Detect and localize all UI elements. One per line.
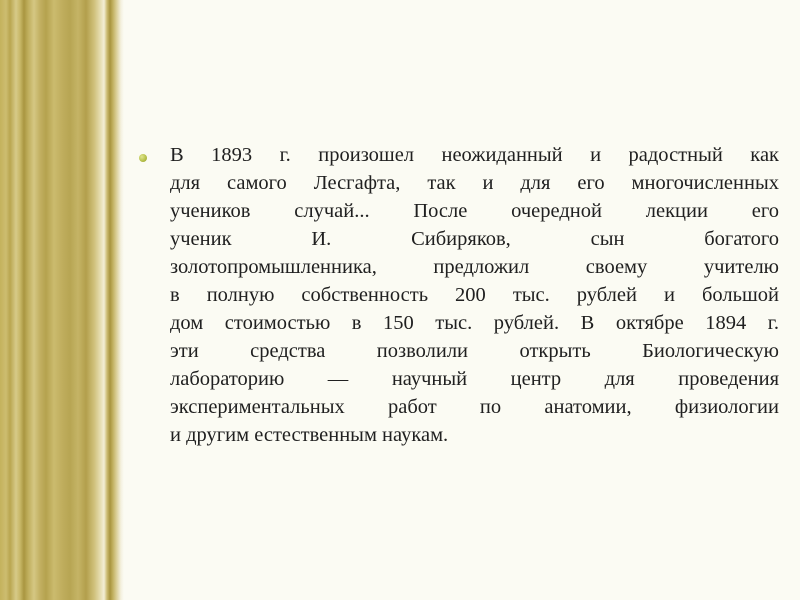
- paragraph-line: лабораторию — научный центр для проведения: [170, 368, 779, 390]
- paragraph-line: в полную собственность 200 тыс. рублей и большой: [170, 284, 779, 306]
- bullet-item: [139, 141, 779, 449]
- paragraph-line: и другим естественным наукам.: [170, 424, 449, 446]
- slide-content: [139, 141, 779, 449]
- paragraph-line: экспериментальных работ по анатомии, физиологии: [170, 396, 779, 418]
- paragraph-line: эти средства позволили открыть Биологическую: [170, 340, 779, 362]
- paragraph-line: для самого Лесгафта, так и для его многочисленных: [170, 172, 779, 194]
- paragraph-line: дом стоимостью в 150 тыс. рублей. В октябре 1894 г.: [170, 312, 779, 334]
- paragraph-line: учеников случай... После очередной лекции его: [170, 200, 779, 222]
- bullet-icon: [139, 154, 147, 162]
- bullet-paragraph: [170, 141, 779, 449]
- paragraph-line: ученик И. Сибиряков, сын богатого: [170, 228, 779, 250]
- decorative-gold-border: [0, 0, 124, 600]
- paragraph-line: золотопромышленника, предложил своему учителю: [170, 256, 779, 278]
- paragraph-line: В 1893 г. произошел неожиданный и радостный как: [170, 144, 779, 166]
